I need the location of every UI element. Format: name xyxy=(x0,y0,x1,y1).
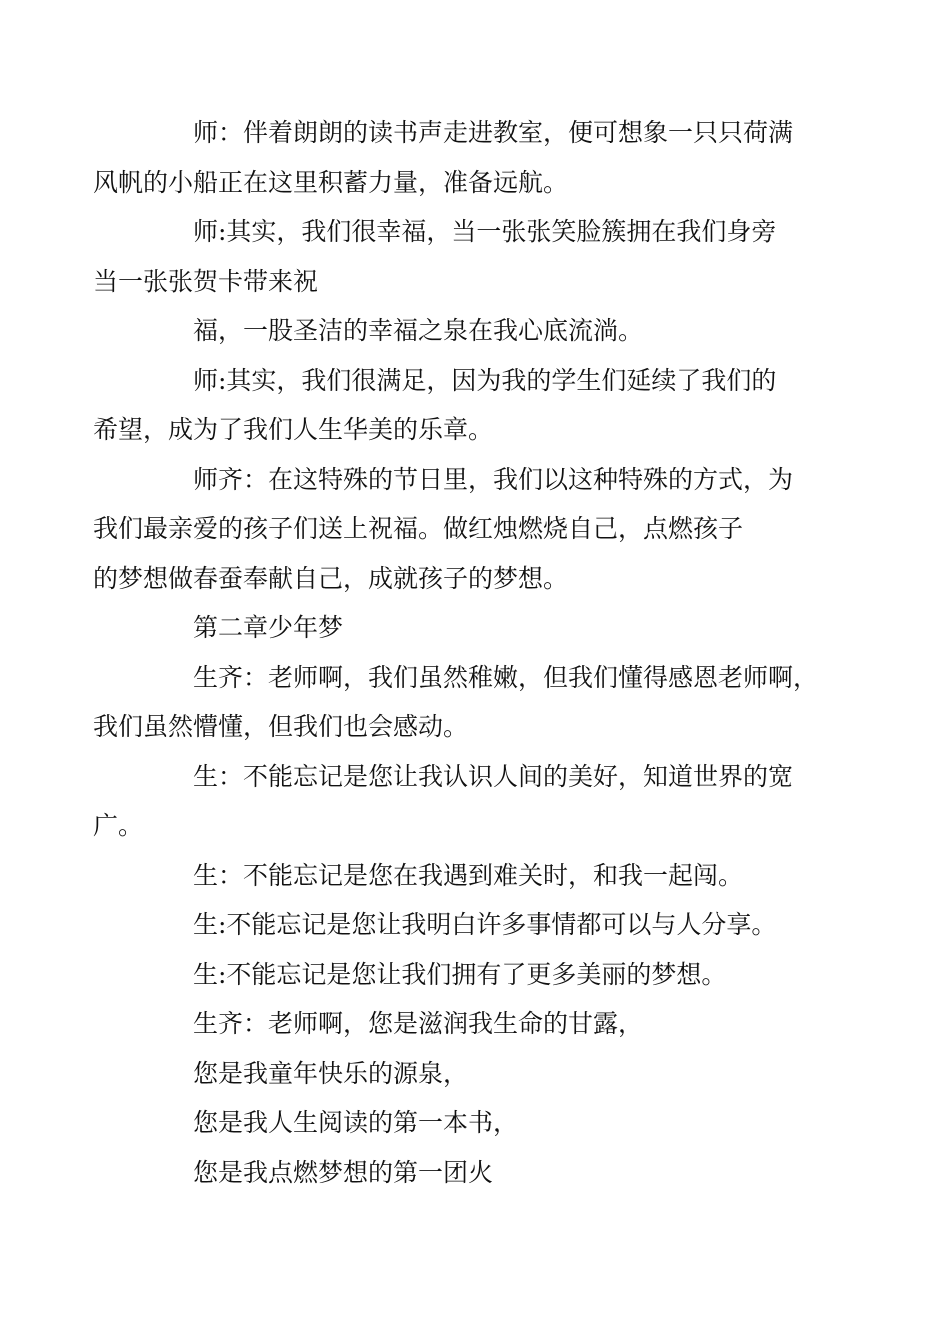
paragraph-line: 广。 xyxy=(93,811,144,840)
paragraph-4 xyxy=(93,356,823,455)
paragraph-5 xyxy=(93,455,823,604)
paragraph-line: 当一张张贺卡带来祝 xyxy=(93,266,319,296)
paragraph-10 xyxy=(143,900,823,950)
paragraph-line: 生:不能忘记是您让我们拥有了更多美丽的梦想。 xyxy=(193,959,727,989)
paragraph-1 xyxy=(93,108,823,207)
paragraph-2 xyxy=(93,207,823,306)
paragraph-line: 生：不能忘记是您让我认识人间的美好，知道世界的宽 xyxy=(193,761,794,791)
chapter-heading xyxy=(143,603,823,653)
paragraph-line: 您是我童年快乐的源泉， xyxy=(193,1058,469,1088)
paragraph-11 xyxy=(143,950,823,1000)
paragraph-line: 生齐：老师啊，我们虽然稚嫩，但我们懂得感恩老师啊， xyxy=(193,662,819,692)
paragraph-line: 希望，成为了我们人生华美的乐章。 xyxy=(93,415,494,444)
paragraph-8 xyxy=(93,752,823,851)
paragraph-line: 我们虽然懵懂，但我们也会感动。 xyxy=(93,712,469,741)
document-body xyxy=(93,108,823,1197)
paragraph-14 xyxy=(143,1098,823,1148)
paragraph-line: 师齐：在这特殊的节日里，我们以这种特殊的方式，为 xyxy=(193,464,794,494)
paragraph-line: 生:不能忘记是您让我明白许多事情都可以与人分享。 xyxy=(193,910,777,939)
paragraph-line: 您是我人生阅读的第一本书， xyxy=(193,1108,519,1137)
paragraph-9 xyxy=(143,851,823,901)
paragraph-line: 的梦想做春蚕奉献自己，成就孩子的梦想。 xyxy=(93,563,569,593)
paragraph-7 xyxy=(93,653,823,752)
paragraph-line: 师:其实，我们很幸福，当一张张笑脸簇拥在我们身旁 xyxy=(193,217,777,246)
paragraph-15 xyxy=(143,1148,823,1198)
paragraph-13 xyxy=(143,1049,823,1099)
paragraph-line: 我们最亲爱的孩子们送上祝福。做红烛燃烧自己，点燃孩子 xyxy=(93,514,744,543)
paragraph-12 xyxy=(143,999,823,1049)
paragraph-3 xyxy=(143,306,823,356)
paragraph-line: 生：不能忘记是您在我遇到难关时，和我一起闯。 xyxy=(193,860,744,890)
paragraph-line: 师：伴着朗朗的读书声走进教室，便可想象一只只荷满 xyxy=(193,118,794,147)
paragraph-line: 福，一股圣洁的幸福之泉在我心底流淌。 xyxy=(193,316,644,345)
paragraph-line: 第二章少年梦 xyxy=(193,613,344,642)
paragraph-line: 您是我点燃梦想的第一团火 xyxy=(193,1157,494,1187)
paragraph-line: 师:其实，我们很满足，因为我的学生们延续了我们的 xyxy=(193,365,777,395)
paragraph-line: 生齐：老师啊，您是滋润我生命的甘露， xyxy=(193,1009,644,1038)
paragraph-line: 风帆的小船正在这里积蓄力量，准备远航。 xyxy=(93,167,569,197)
